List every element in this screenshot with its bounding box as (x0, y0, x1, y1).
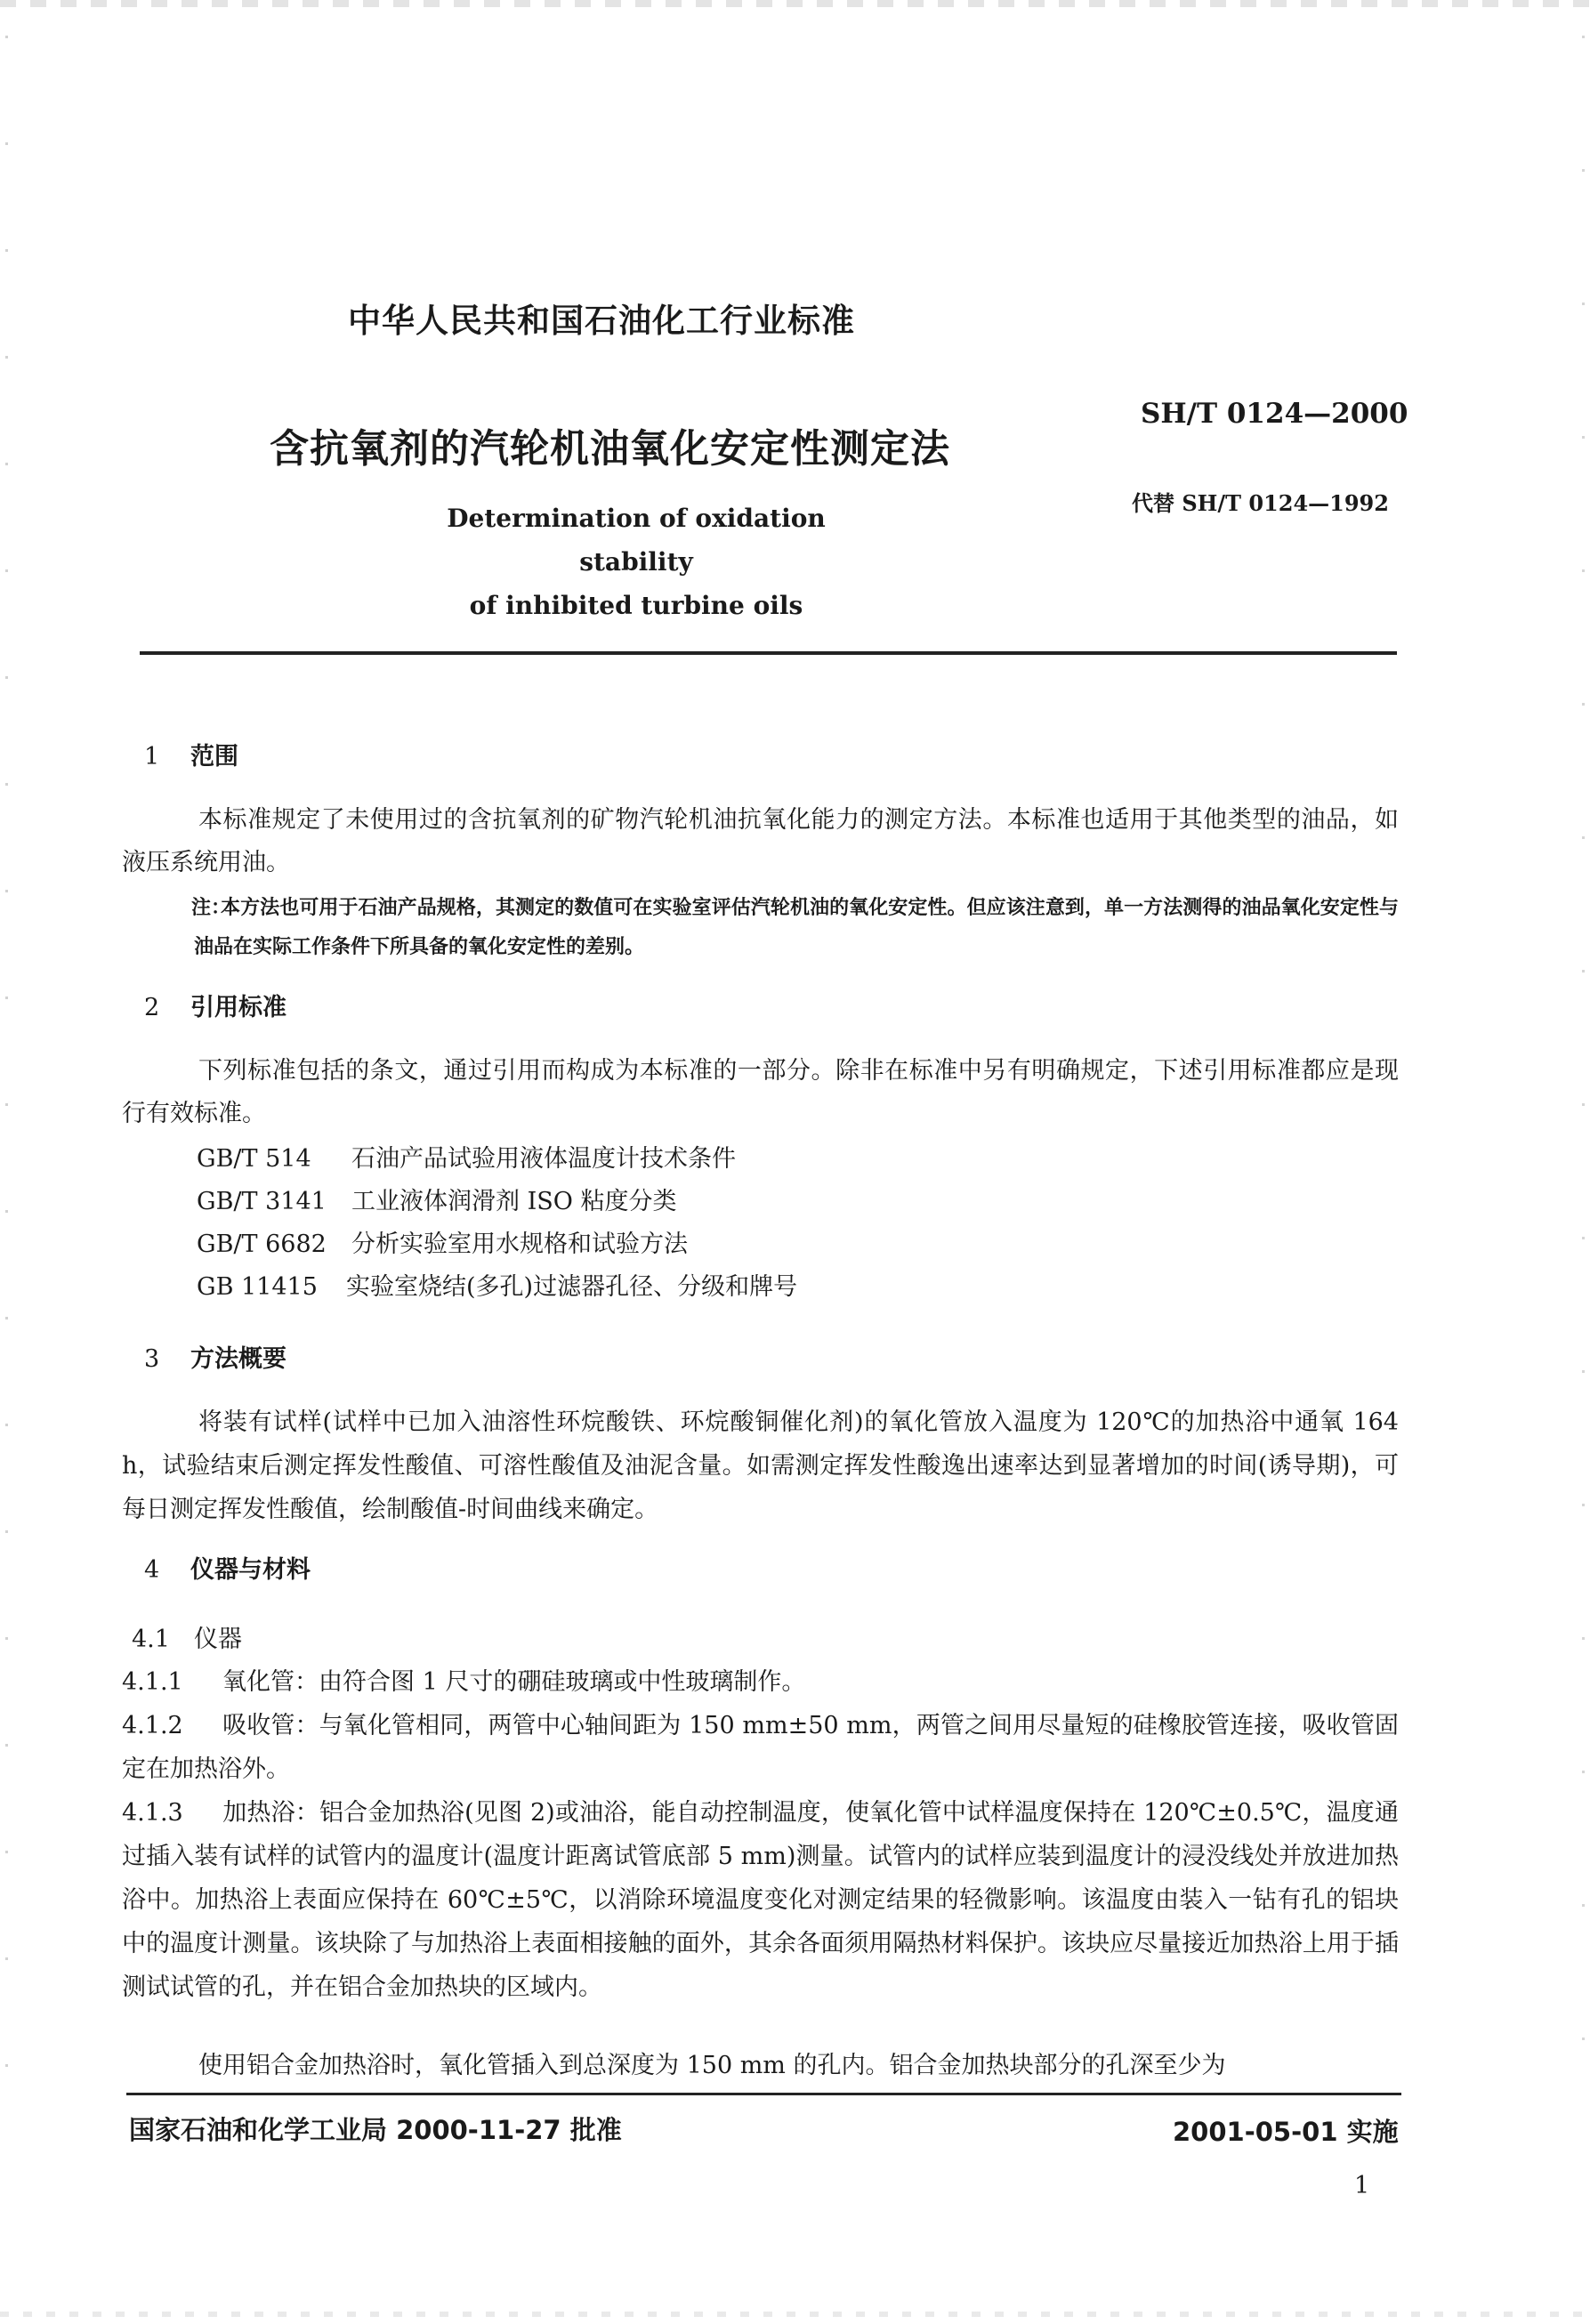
effective-date: 2001-05-01 实施 (1173, 2117, 1399, 2147)
reference-title: 工业液体润滑剂 ISO 粘度分类 (351, 1188, 677, 1215)
clause-4-1-3-continuation: 使用铝合金加热浴时，氧化管插入到总深度为 150 mm 的孔内。铝合金加热块部分的孔深至少为 (198, 2052, 1226, 2079)
standard-number: SH/T 0124—2000 (1141, 398, 1408, 430)
reference-code: GB 11415 (197, 1273, 318, 1301)
clause-number: 4.1.1 (122, 1668, 183, 1696)
reference-item (197, 1267, 797, 1302)
reference-code: GB/T 3141 (197, 1188, 327, 1215)
section-1-note (191, 888, 1399, 966)
scan-artifact-left (5, 36, 8, 2082)
scan-artifact-bottom (0, 2312, 1590, 2317)
section-number: 1 (144, 743, 160, 771)
reference-item (197, 1182, 676, 1216)
reference-title: 实验室烧结(多孔)过滤器孔径、分级和牌号 (346, 1273, 798, 1301)
section-2-heading (144, 988, 287, 1022)
section-1-paragraph: 本标准规定了未使用过的含抗氧剂的矿物汽轮机油抗氧化能力的测定方法。本标准也适用于其他类型的油品，如液压系统用油。 (122, 806, 1399, 876)
reference-item (197, 1139, 736, 1174)
reference-title: 石油产品试验用液体温度计技术条件 (351, 1145, 736, 1173)
subsection-title: 仪器 (194, 1626, 242, 1653)
scan-artifact-top (0, 0, 1590, 7)
note-text: 本方法也可用于石油产品规格，其测定的数值可在实验室评估汽轮机油的氧化安定性。但应该注意到，单一方法测得的油品氧化安定性与油品在实际工作条件下所具备的氧化安定性的差别。 (194, 896, 1399, 958)
section-number: 2 (144, 994, 160, 1021)
approval-line: 国家石油和化学工业局 2000-11-27 批准 (129, 2115, 622, 2145)
footer-divider (126, 2093, 1401, 2095)
scan-artifact-right (1582, 36, 1585, 2082)
note-label: 注： (191, 896, 231, 919)
section-4-heading (144, 1550, 311, 1585)
clause-4-1-3 (122, 1791, 1399, 2009)
document-title-cn: 含抗氧剂的汽轮机油氧化安定性测定法 (270, 426, 950, 472)
clause-4-1-1 (122, 1660, 1399, 1704)
section-title: 引用标准 (190, 994, 287, 1021)
section-title: 范围 (190, 743, 238, 771)
section-2-paragraph: 下列标准包括的条文，通过引用而构成为本标准的一部分。除非在标准中另有明确规定，下述引用标准都应是现行有效标准。 (122, 1057, 1399, 1127)
reference-code: GB/T 514 (197, 1145, 311, 1173)
clause-text: 吸收管：与氧化管相同，两管中心轴间距为 150 mm±50 mm，两管之间用尽量短的硅橡胶管连接，吸收管固定在加热浴外。 (122, 1712, 1399, 1783)
subsection-4-1-heading (132, 1619, 242, 1654)
reference-code: GB/T 6682 (197, 1231, 327, 1258)
header-divider (140, 651, 1397, 655)
title-en-line1: Determination of oxidation stability (447, 504, 826, 577)
reference-title: 分析实验室用水规格和试验方法 (351, 1231, 688, 1258)
section-title: 方法概要 (190, 1345, 287, 1373)
clause-text: 加热浴：铝合金加热浴(见图 2)或油浴，能自动控制温度，使氧化管中试样温度保持在 120℃±0.5℃，温度通过插入装有试样的试管内的温度计(温度计距离试管底部 5 mm)测量。试管内的试样应装到温度计的浸没线处并放进加热浴中。加热浴上表面应保持在 60℃±5℃，以消除环境温度变化对测定结果的轻微影响。该温度由装入一钻有孔的铝块中的温度计测量。该块除了与加热浴上表面相接触的面外，其余各面须用隔热材料保护。该块应尽量接近加热浴上用于插测试试管的孔，并在铝合金加热块的区域内。 (122, 1799, 1399, 2001)
page-number: 1 (1354, 2172, 1370, 2199)
section-title: 仪器与材料 (190, 1556, 311, 1584)
document-title-en (414, 496, 859, 627)
section-number: 3 (144, 1345, 160, 1373)
replaces-standard: 代替 SH/T 0124—1992 (1132, 490, 1389, 516)
section-1-heading (144, 737, 238, 771)
section-3-paragraph: 将装有试样(试样中已加入油溶性环烷酸铁、环烷酸铜催化剂)的氧化管放入温度为 120℃的加热浴中通氧 164 h，试验结束后测定挥发性酸值、可溶性酸值及油泥含量。如需测定挥发性酸逸出速率达到显著增加的时间(诱导期)，可每日测定挥发性酸值，绘制酸值-时间曲线来确定。 (122, 1408, 1399, 1523)
section-3-heading (144, 1339, 287, 1374)
reference-item (197, 1224, 688, 1259)
clause-text: 氧化管：由符合图 1 尺寸的硼硅玻璃或中性玻璃制作。 (222, 1668, 806, 1696)
clause-4-1-2 (122, 1704, 1399, 1791)
clause-number: 4.1.3 (122, 1799, 183, 1827)
section-number: 4 (144, 1556, 160, 1584)
clause-number: 4.1.2 (122, 1712, 183, 1739)
title-en-line2: of inhibited turbine oils (469, 591, 803, 620)
industry-standard-title: 中华人民共和国石油化工行业标准 (348, 302, 855, 340)
subsection-number: 4.1 (132, 1626, 170, 1653)
